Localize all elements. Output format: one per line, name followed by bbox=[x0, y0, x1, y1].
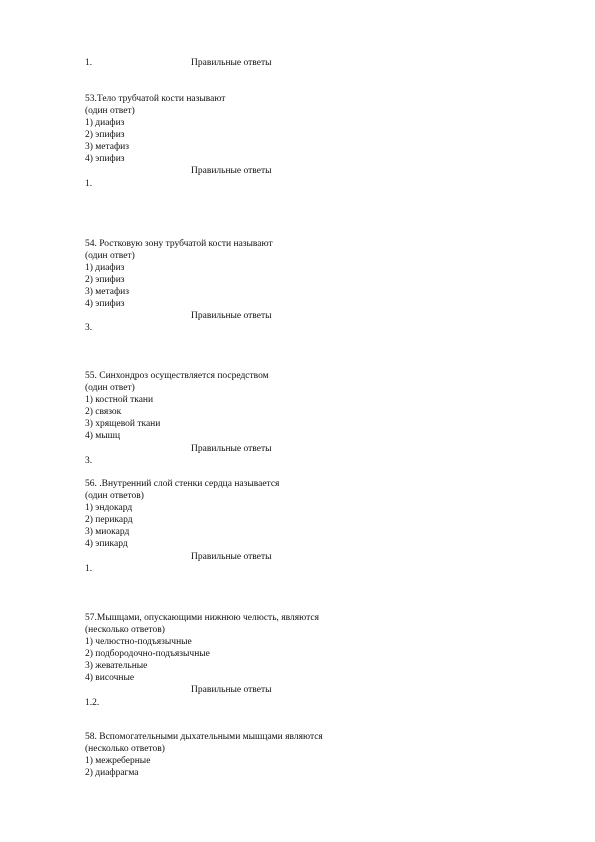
question-title: 58. Вспомогательными дыхательными мышцами являются bbox=[85, 732, 323, 742]
option: 2) подбородочно-подъязычные bbox=[85, 649, 210, 659]
question-title: 56. .Внутренний слой стенки сердца называется bbox=[85, 479, 280, 489]
question-title: 55. Синхондроз осуществляется посредством bbox=[85, 371, 269, 381]
answers-label: Правильные ответы bbox=[191, 58, 272, 68]
correct-answer: 1. bbox=[85, 564, 93, 574]
option: 1) диафиз bbox=[85, 263, 125, 273]
option: 3) метафиз bbox=[85, 287, 129, 297]
option: 3) миокард bbox=[85, 527, 130, 537]
option: 2) эпифиз bbox=[85, 275, 125, 285]
option: 2) перикард bbox=[85, 515, 133, 525]
answer-number: 1. bbox=[85, 58, 93, 68]
answer-mode: (один ответов) bbox=[85, 491, 144, 501]
correct-answer: 3. bbox=[85, 323, 93, 333]
option: 3) жевательные bbox=[85, 661, 148, 671]
option: 1) диафиз bbox=[85, 118, 125, 128]
option: 3) хрящевой ткани bbox=[85, 419, 161, 429]
option: 4) височные bbox=[85, 673, 135, 683]
answers-label: Правильные ответы bbox=[191, 166, 272, 176]
answers-label: Правильные ответы bbox=[191, 311, 272, 321]
answer-mode: (один ответ) bbox=[85, 251, 135, 261]
option: 3) метафиз bbox=[85, 142, 129, 152]
answer-mode: (один ответ) bbox=[85, 106, 135, 116]
option: 4) эпикард bbox=[85, 539, 128, 549]
question-title: 53.Тело трубчатой кости называют bbox=[85, 94, 226, 104]
answers-label: Правильные ответы bbox=[191, 444, 272, 454]
option: 4) мышц bbox=[85, 431, 121, 441]
answers-label: Правильные ответы bbox=[191, 552, 272, 562]
question-title: 57.Мышцами, опускающими нижнюю челюсть, являются bbox=[85, 613, 319, 623]
option: 1) межреберные bbox=[85, 756, 151, 766]
answer-mode: (один ответ) bbox=[85, 383, 135, 393]
option: 1) эндокард bbox=[85, 503, 133, 513]
answers-label: Правильные ответы bbox=[191, 685, 272, 695]
option: 4) эпифиз bbox=[85, 299, 125, 309]
option: 1) костной ткани bbox=[85, 395, 154, 405]
answer-mode: (несколько ответов) bbox=[85, 744, 165, 754]
correct-answer: 1.2. bbox=[85, 698, 100, 708]
option: 2) диафрагма bbox=[85, 768, 139, 778]
correct-answer: 1. bbox=[85, 179, 93, 189]
option: 2) связок bbox=[85, 407, 122, 417]
correct-answer: 3. bbox=[85, 456, 93, 466]
option: 1) челюстно-подъязычные bbox=[85, 637, 192, 647]
question-title: 54. Ростковую зону трубчатой кости называют bbox=[85, 239, 273, 249]
option: 2) эпифиз bbox=[85, 130, 125, 140]
option: 4) эпифиз bbox=[85, 154, 125, 164]
answer-mode: (несколько ответов) bbox=[85, 625, 165, 635]
